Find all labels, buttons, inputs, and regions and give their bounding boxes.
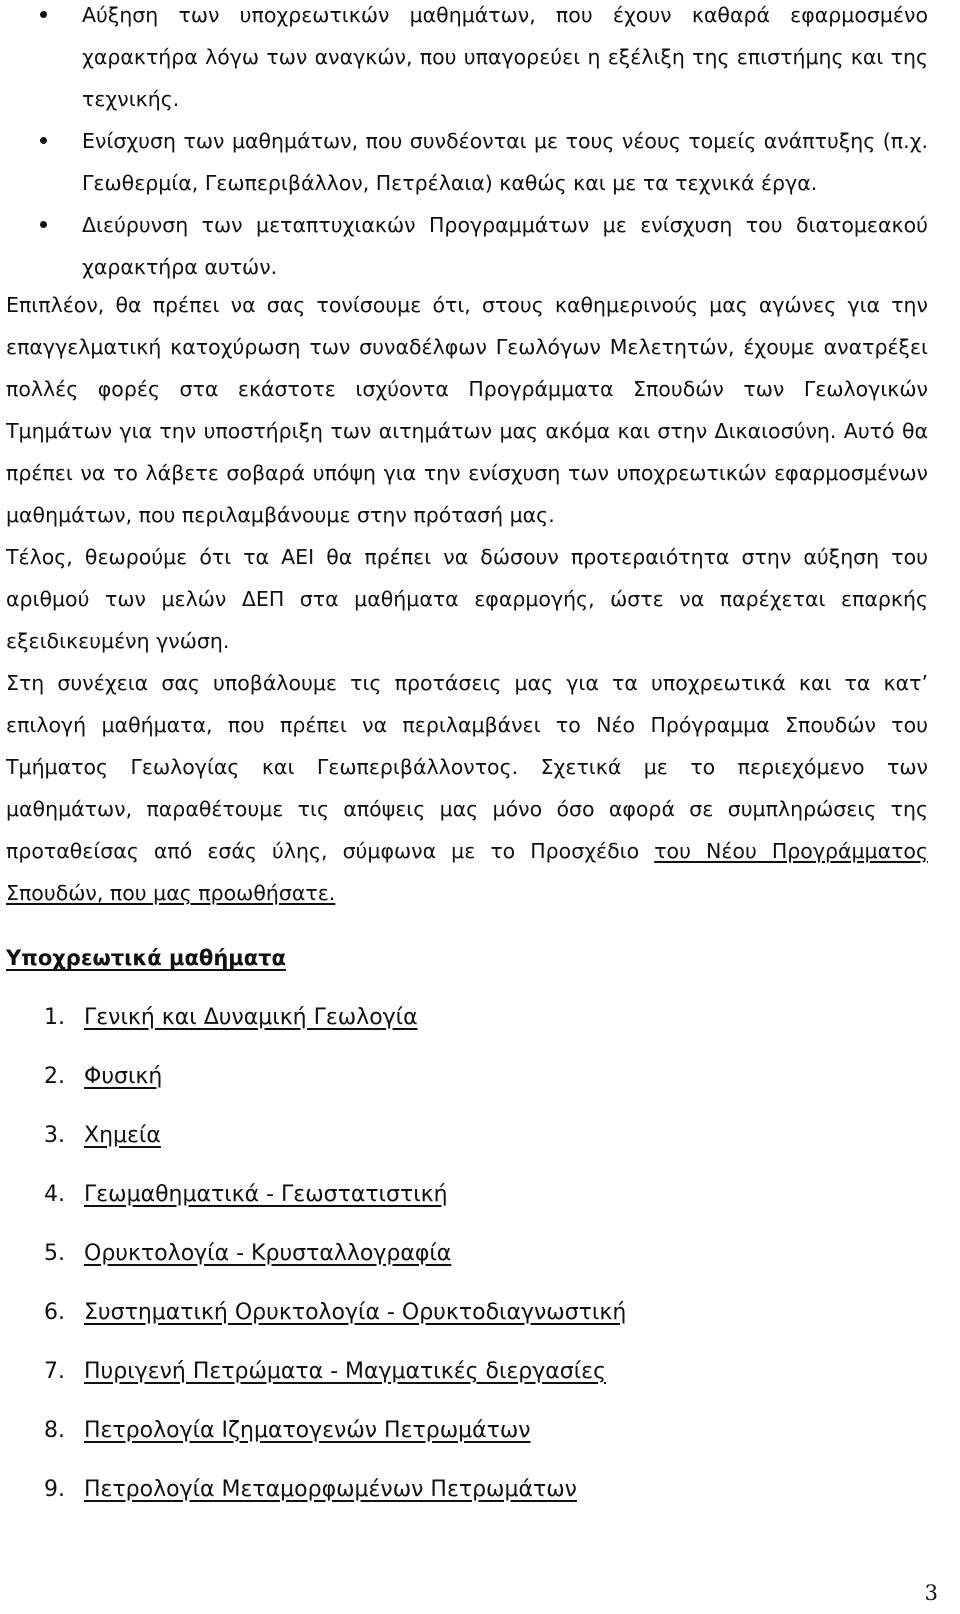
course-number: 3. — [44, 1123, 65, 1148]
bullet-dot-icon — [40, 11, 47, 18]
bullet-dot-icon — [40, 221, 47, 228]
course-item — [44, 1416, 626, 1475]
bullet-item — [40, 204, 928, 288]
course-item — [44, 1475, 626, 1534]
body-text — [6, 284, 928, 914]
course-item — [44, 1062, 626, 1121]
course-name: Ορυκτολογία - Κρυσταλλογραφία — [84, 1241, 452, 1266]
paragraph-professional-recognition: Επιπλέον, θα πρέπει να σας τονίσουμε ότι, στους καθημερινούς μας αγώνες για την επαγγελματική κατοχύρωση των συναδέλφων Γεωλόγων Μελετητών, έχουμε ανατρέξει πολλές φορές στα εκάστοτε ισχύοντα Προγράμματα Σπουδών των Γεωλογικών Τμημάτων για την υποστήριξη των αιτημάτων μας ακόμα και στην Δικαιοσύνη. Αυτό θα πρέπει να το λάβετε σοβαρά υπόψη για την ενίσχυση των υποχρεωτικών εφαρμοσμένων μαθημάτων, που περιλαμβάνουμε στην πρότασή μας. — [6, 293, 928, 527]
paragraph-proposals-underlined: του Νέου Προγράμματος Σπουδών, που μας προωθήσατε. — [6, 839, 928, 905]
course-name: Χημεία — [84, 1123, 161, 1148]
course-list — [44, 1003, 626, 1534]
bullet-item — [40, 120, 928, 204]
course-name: Γεωμαθηματικά - Γεωστατιστική — [84, 1182, 448, 1207]
course-number: 7. — [44, 1359, 65, 1384]
course-number: 8. — [44, 1418, 65, 1443]
course-number: 5. — [44, 1241, 65, 1266]
course-name: Συστηματική Ορυκτολογία - Ορυκτοδιαγνωστική — [84, 1300, 627, 1325]
bullet-dot-icon — [40, 137, 47, 144]
course-item — [44, 1239, 626, 1298]
course-name: Πυριγενή Πετρώματα - Μαγματικές διεργασίες — [84, 1359, 606, 1384]
course-number: 2. — [44, 1064, 65, 1089]
paragraph-proposals-text: Στη συνέχεια σας υποβάλουμε τις προτάσεις μας για τα υποχρεωτικά και τα κατ’ επιλογή μαθήματα, που πρέπει να περιλαμβάνει το Νέο Πρόγραμμα Σπουδών του Τμήματος Γεωλογίας και Γεωπεριβάλλοντος. Σχετικά με το περιεχόμενο των μαθημάτων, παραθέτουμε τις απόψεις μας μόνο όσο αφορά σε συμπληρώσεις της προταθείσας από εσάς ύλης, σύμφωνα με το Προσχέδιο — [6, 671, 928, 863]
course-number: 6. — [44, 1300, 65, 1325]
course-name: Πετρολογία Μεταμορφωμένων Πετρωμάτων — [84, 1477, 577, 1502]
bullet-text: Διεύρυνση των μεταπτυχιακών Προγραμμάτων με ενίσχυση του διατομεακού χαρακτήρα αυτών. — [82, 213, 928, 279]
course-item — [44, 1357, 626, 1416]
course-number: 1. — [44, 1005, 65, 1030]
bullet-text: Αύξηση των υποχρεωτικών μαθημάτων, που έχουν καθαρά εφαρμοσμένο χαρακτήρα λόγω των αναγκών, που υπαγορεύει η εξέλιξη της επιστήμης και της τεχνικής. — [82, 3, 928, 111]
course-item — [44, 1121, 626, 1180]
bullet-text: Ενίσχυση των μαθημάτων, που συνδέονται με τους νέους τομείς ανάπτυξης (π.χ. Γεωθερμία, Γεωπεριβάλλον, Πετρέλαια) καθώς και με τα τεχνικά έργα. — [82, 129, 928, 195]
section-heading: Υποχρεωτικά μαθήματα — [6, 946, 286, 970]
course-number: 4. — [44, 1182, 65, 1207]
page-number: 3 — [924, 1581, 938, 1605]
course-item — [44, 1003, 626, 1062]
paragraph-faculty-priority: Τέλος, θεωρούμε ότι τα ΑΕΙ θα πρέπει να δώσουν προτεραιότητα στην αύξηση του αριθμού των μελών ΔΕΠ στα μαθήματα εφαρμογής, ώστε να παρέχεται επαρκής εξειδικευμένη γνώση. — [6, 545, 928, 653]
course-name: Πετρολογία Ιζηματογενών Πετρωμάτων — [84, 1418, 531, 1443]
bullet-list — [40, 0, 928, 288]
course-name: Γενική και Δυναμική Γεωλογία — [84, 1005, 418, 1030]
course-item — [44, 1298, 626, 1357]
course-number: 9. — [44, 1477, 65, 1502]
paragraph-proposals — [6, 662, 928, 914]
bullet-item — [40, 0, 928, 120]
course-name: Φυσική — [84, 1064, 163, 1089]
course-item — [44, 1180, 626, 1239]
